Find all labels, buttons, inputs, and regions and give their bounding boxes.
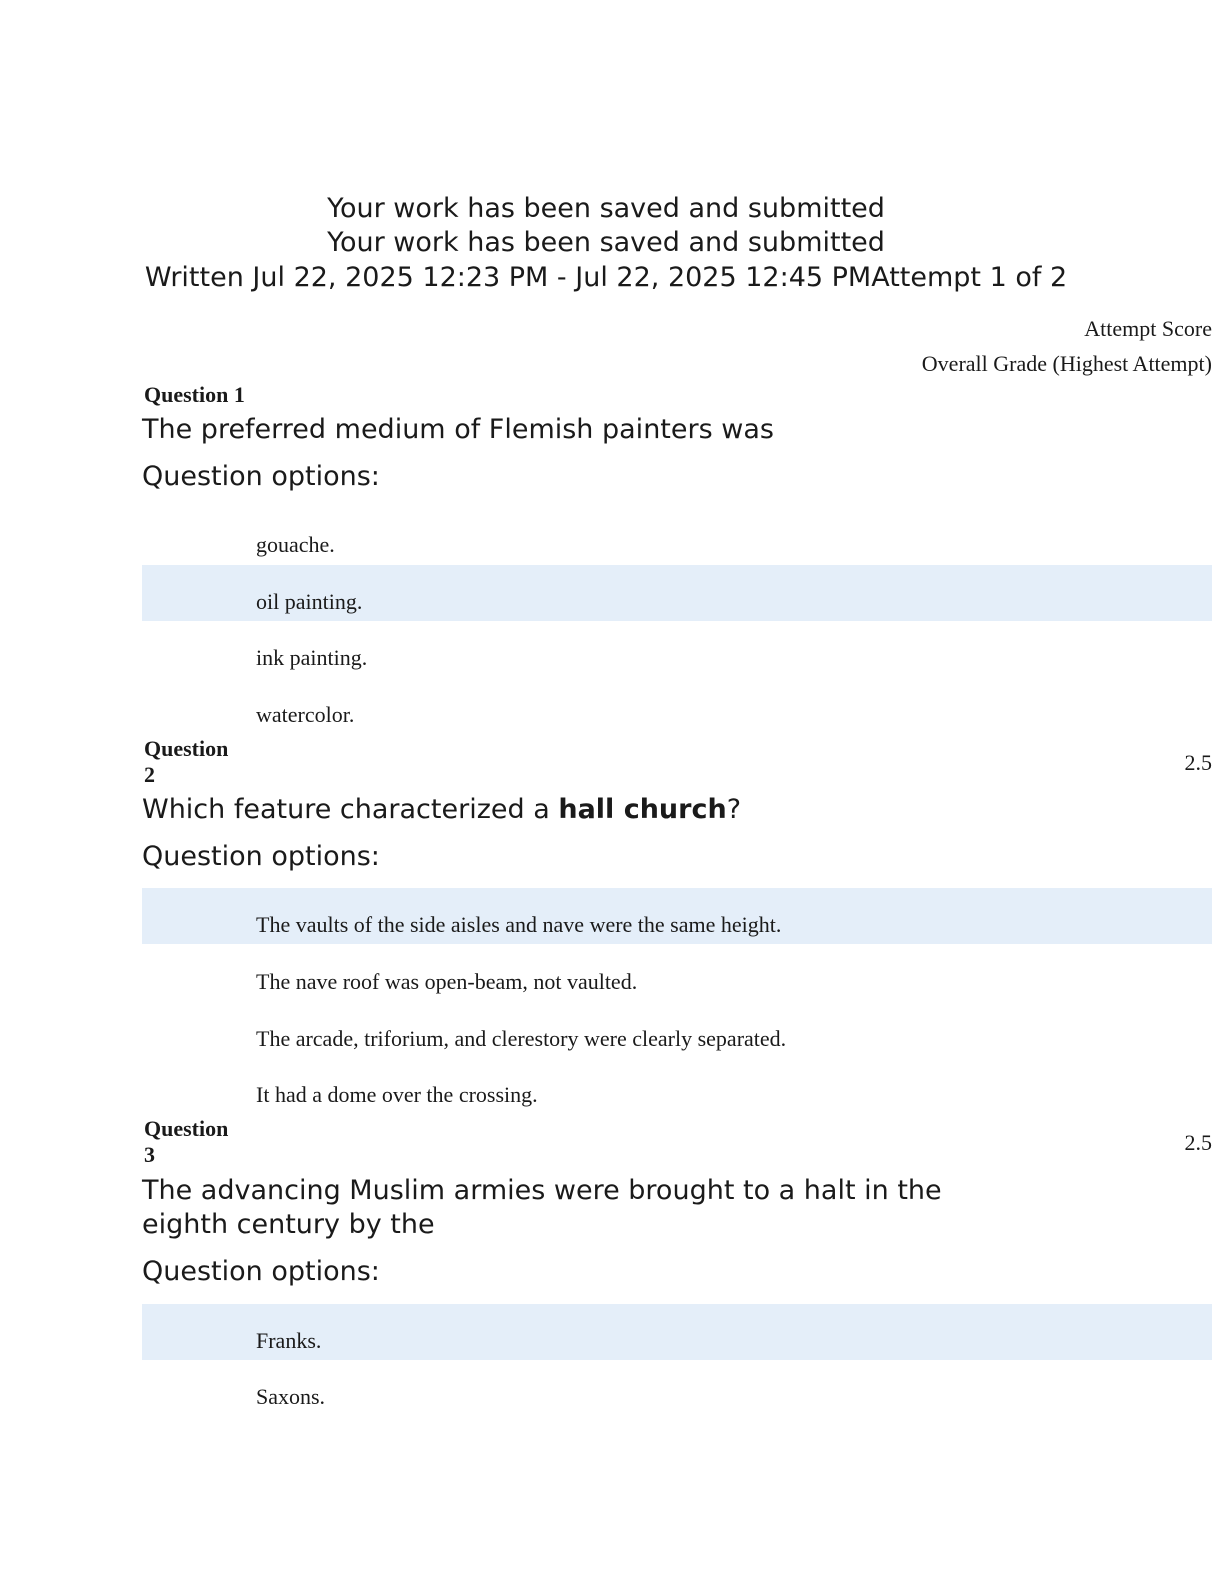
option-label: The nave roof was open-beam, not vaulted. xyxy=(256,969,638,994)
question-2-text-end: ? xyxy=(726,794,742,825)
question-1-text: The preferred medium of Flemish painters was xyxy=(142,414,774,445)
question-1-options-label: Question options: xyxy=(142,461,380,492)
option-label: watercolor. xyxy=(256,702,355,727)
question-2-option-1-selected[interactable] xyxy=(142,888,1212,944)
submission-banner-repeat: Your work has been saved and submitted xyxy=(327,227,885,258)
submission-banner: Your work has been saved and submitted xyxy=(327,193,885,224)
question-2-option-2[interactable] xyxy=(142,945,1212,1001)
question-3-options-label: Question options: xyxy=(142,1256,380,1287)
question-3-text: The advancing Muslim armies were brought to a halt in the eighth century by the xyxy=(142,1175,942,1240)
option-label: The vaults of the side aisles and nave were the same height. xyxy=(256,912,782,937)
question-2-options-label: Question options: xyxy=(142,841,380,872)
option-label: oil painting. xyxy=(256,589,363,614)
option-label: It had a dome over the crossing. xyxy=(256,1082,538,1107)
question-2-points: 2.5 xyxy=(1184,750,1212,775)
question-2-option-4[interactable] xyxy=(142,1058,1212,1114)
option-label: ink painting. xyxy=(256,645,368,670)
attempt-score-label: Attempt Score xyxy=(1084,316,1212,341)
question-1-label: Question 1 xyxy=(144,382,245,407)
question-3-option-1-selected[interactable] xyxy=(142,1304,1212,1360)
question-2-option-3[interactable] xyxy=(142,1002,1212,1058)
option-label: Saxons. xyxy=(256,1384,326,1409)
option-label: gouache. xyxy=(256,532,335,557)
option-label: Franks. xyxy=(256,1328,322,1353)
overall-grade-label: Overall Grade (Highest Attempt) xyxy=(921,351,1212,376)
question-3-label: Question 3 xyxy=(144,1116,229,1167)
question-2-label: Question 2 xyxy=(144,736,229,787)
question-1-option-4[interactable] xyxy=(142,678,1212,734)
question-2-text-bold: hall church xyxy=(558,794,727,825)
question-1-option-1[interactable] xyxy=(142,508,1212,564)
question-3-points: 2.5 xyxy=(1184,1130,1212,1155)
question-2-text-start: Which feature characterized a xyxy=(142,794,559,825)
question-1-option-2-selected[interactable] xyxy=(142,565,1212,621)
question-3-option-2[interactable] xyxy=(142,1360,1212,1416)
question-2-text xyxy=(142,793,1042,827)
attempt-written-info: Written Jul 22, 2025 12:23 PM - Jul 22, 2025 12:45 PMAttempt 1 of 2 xyxy=(144,262,1068,293)
option-label: The arcade, triforium, and clerestory were clearly separated. xyxy=(256,1026,787,1051)
question-1-option-3[interactable] xyxy=(142,621,1212,677)
